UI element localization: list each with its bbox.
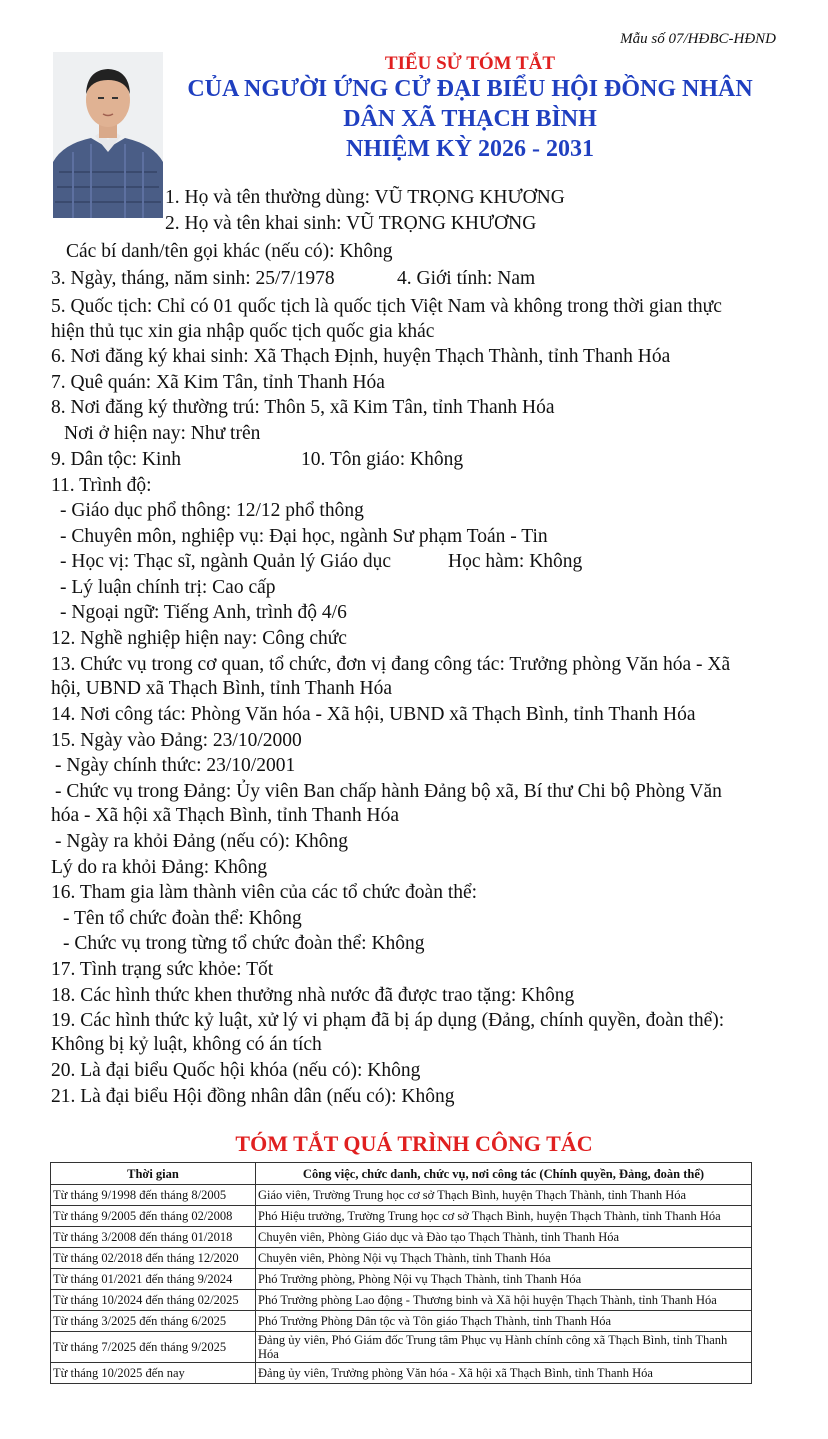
table-row [51,1248,752,1269]
bio-line: - Ngày chính thức: 23/10/2001 [55,755,296,776]
row-time: Từ tháng 10/2025 đến nay [51,1363,256,1384]
bio-line: 14. Nơi công tác: Phòng Văn hóa - Xã hội, UBND xã Thạch Bình, tỉnh Thanh Hóa [51,704,696,725]
bio-line: - Ngoại ngữ: Tiếng Anh, trình độ 4/6 [60,602,347,623]
bio-line: hiện thủ tục xin gia nhập quốc tịch quốc gia khác [51,321,435,342]
bio-line: 1. Họ và tên thường dùng: VŨ TRỌNG KHƯƠNG [165,187,565,208]
bio-line: Nơi ở hiện nay: Như trên [64,423,261,444]
row-job: Chuyên viên, Phòng Giáo dục và Đào tạo Thạch Thành, tỉnh Thanh Hóa [256,1227,752,1248]
title-line-3: NHIỆM KỲ 2026 - 2031 [346,136,594,162]
bio-line: - Chuyên môn, nghiệp vụ: Đại học, ngành Sư phạm Toán - Tin [60,526,548,547]
bio-line: 21. Là đại biểu Hội đồng nhân dân (nếu có): Không [51,1086,455,1107]
bio-line: - Tên tổ chức đoàn thể: Không [63,908,302,929]
row-job: Phó Trưởng phòng Lao động - Thương binh và Xã hội huyện Thạch Thành, tỉnh Thanh Hóa [256,1290,752,1311]
bio-line: - Chức vụ trong từng tổ chức đoàn thể: Không [63,933,425,954]
bio-line: 10. Tôn giáo: Không [301,449,464,470]
bio-line: 18. Các hình thức khen thưởng nhà nước đã được trao tặng: Không [51,985,575,1006]
work-history-title: TÓM TẮT QUÁ TRÌNH CÔNG TÁC [235,1131,593,1156]
table-row [51,1227,752,1248]
form-number: Mẫu số 07/HĐBC-HĐND [620,31,776,47]
bio-line: 17. Tình trạng sức khỏe: Tốt [51,959,274,980]
bio-line: 20. Là đại biểu Quốc hội khóa (nếu có): Không [51,1060,421,1081]
bio-line: Lý do ra khỏi Đảng: Không [51,857,268,878]
bio-line: Học hàm: Không [448,551,583,572]
bio-line: - Ngày ra khỏi Đảng (nếu có): Không [55,831,348,852]
row-job: Chuyên viên, Phòng Nội vụ Thạch Thành, tỉnh Thanh Hóa [256,1248,752,1269]
bio-line: 3. Ngày, tháng, năm sinh: 25/7/1978 [51,268,335,289]
bio-line: 12. Nghề nghiệp hiện nay: Công chức [51,628,347,649]
bio-line: 2. Họ và tên khai sinh: VŨ TRỌNG KHƯƠNG [165,213,537,234]
header-time: Thời gian [51,1163,256,1185]
row-time: Từ tháng 02/2018 đến tháng 12/2020 [51,1248,256,1269]
bio-line: 15. Ngày vào Đảng: 23/10/2000 [51,730,302,751]
header-job: Công việc, chức danh, chức vụ, nơi công tác (Chính quyền, Đảng, đoàn thể) [256,1163,752,1185]
row-time: Từ tháng 9/1998 đến tháng 8/2005 [51,1185,256,1206]
row-job: Giáo viên, Trường Trung học cơ sở Thạch Bình, huyện Thạch Thành, tỉnh Thanh Hóa [256,1185,752,1206]
bio-line: 9. Dân tộc: Kinh [51,449,181,470]
bio-line: 8. Nơi đăng ký thường trú: Thôn 5, xã Kim Tân, tỉnh Thanh Hóa [51,397,555,418]
row-time: Từ tháng 9/2005 đến tháng 02/2008 [51,1206,256,1227]
bio-line: hội, UBND xã Thạch Bình, tỉnh Thanh Hóa [51,678,393,699]
table-row [51,1332,752,1363]
row-time: Từ tháng 10/2024 đến tháng 02/2025 [51,1290,256,1311]
table-row [51,1363,752,1384]
table-row [51,1290,752,1311]
row-time: Từ tháng 3/2025 đến tháng 6/2025 [51,1311,256,1332]
title-line-1: CỦA NGƯỜI ỨNG CỬ ĐẠI BIỂU HỘI ĐỒNG NHÂN [187,76,753,102]
title-line-2: DÂN XÃ THẠCH BÌNH [343,106,597,132]
bio-line: - Học vị: Thạc sĩ, ngành Quản lý Giáo dục [60,551,392,572]
row-time: Từ tháng 7/2025 đến tháng 9/2025 [51,1332,256,1363]
title-summary: TIỂU SỬ TÓM TẮT [384,53,556,74]
row-job: Phó Hiệu trưởng, Trường Trung học cơ sở Thạch Bình, huyện Thạch Thành, tỉnh Thanh Hóa [256,1206,752,1227]
bio-line: 13. Chức vụ trong cơ quan, tổ chức, đơn vị đang công tác: Trưởng phòng Văn hóa - Xã [51,654,731,675]
work-history-table [50,1162,752,1384]
bio-line: Không bị kỷ luật, không có án tích [51,1034,322,1055]
row-job: Đảng ủy viên, Trưởng phòng Văn hóa - Xã hội xã Thạch Bình, tỉnh Thanh Hóa [256,1363,752,1384]
table-header-row [51,1163,752,1185]
table-row [51,1311,752,1332]
row-job: Phó Trưởng Phòng Dân tộc và Tôn giáo Thạch Thành, tỉnh Thanh Hóa [256,1311,752,1332]
bio-line: - Giáo dục phổ thông: 12/12 phổ thông [60,500,364,521]
row-time: Từ tháng 3/2008 đến tháng 01/2018 [51,1227,256,1248]
table-row [51,1206,752,1227]
table-row [51,1185,752,1206]
bio-line: - Chức vụ trong Đảng: Ủy viên Ban chấp hành Đảng bộ xã, Bí thư Chi bộ Phòng Văn [55,781,722,802]
table-row [51,1269,752,1290]
bio-line: 6. Nơi đăng ký khai sinh: Xã Thạch Định, huyện Thạch Thành, tỉnh Thanh Hóa [51,346,671,367]
bio-line: - Lý luận chính trị: Cao cấp [60,577,276,598]
candidate-photo [53,52,163,218]
bio-line: 5. Quốc tịch: Chỉ có 01 quốc tịch là quốc tịch Việt Nam và không trong thời gian thực [51,296,722,317]
bio-line: 11. Trình độ: [51,475,152,496]
row-time: Từ tháng 01/2021 đến tháng 9/2024 [51,1269,256,1290]
bio-line: 16. Tham gia làm thành viên của các tổ chức đoàn thể: [51,882,478,903]
row-job: Phó Trưởng phòng, Phòng Nội vụ Thạch Thành, tỉnh Thanh Hóa [256,1269,752,1290]
bio-line: 4. Giới tính: Nam [397,268,536,289]
row-job: Đảng ủy viên, Phó Giám đốc Trung tâm Phục vụ Hành chính công xã Thạch Bình, tỉnh Thanh Hóa [256,1332,752,1363]
bio-line: hóa - Xã hội xã Thạch Bình, tỉnh Thanh Hóa [51,805,400,826]
bio-line: 7. Quê quán: Xã Kim Tân, tỉnh Thanh Hóa [51,372,385,393]
bio-line: Các bí danh/tên gọi khác (nếu có): Không [66,241,393,262]
bio-line: 19. Các hình thức kỷ luật, xử lý vi phạm đã bị áp dụng (Đảng, chính quyền, đoàn thể): [51,1010,725,1031]
